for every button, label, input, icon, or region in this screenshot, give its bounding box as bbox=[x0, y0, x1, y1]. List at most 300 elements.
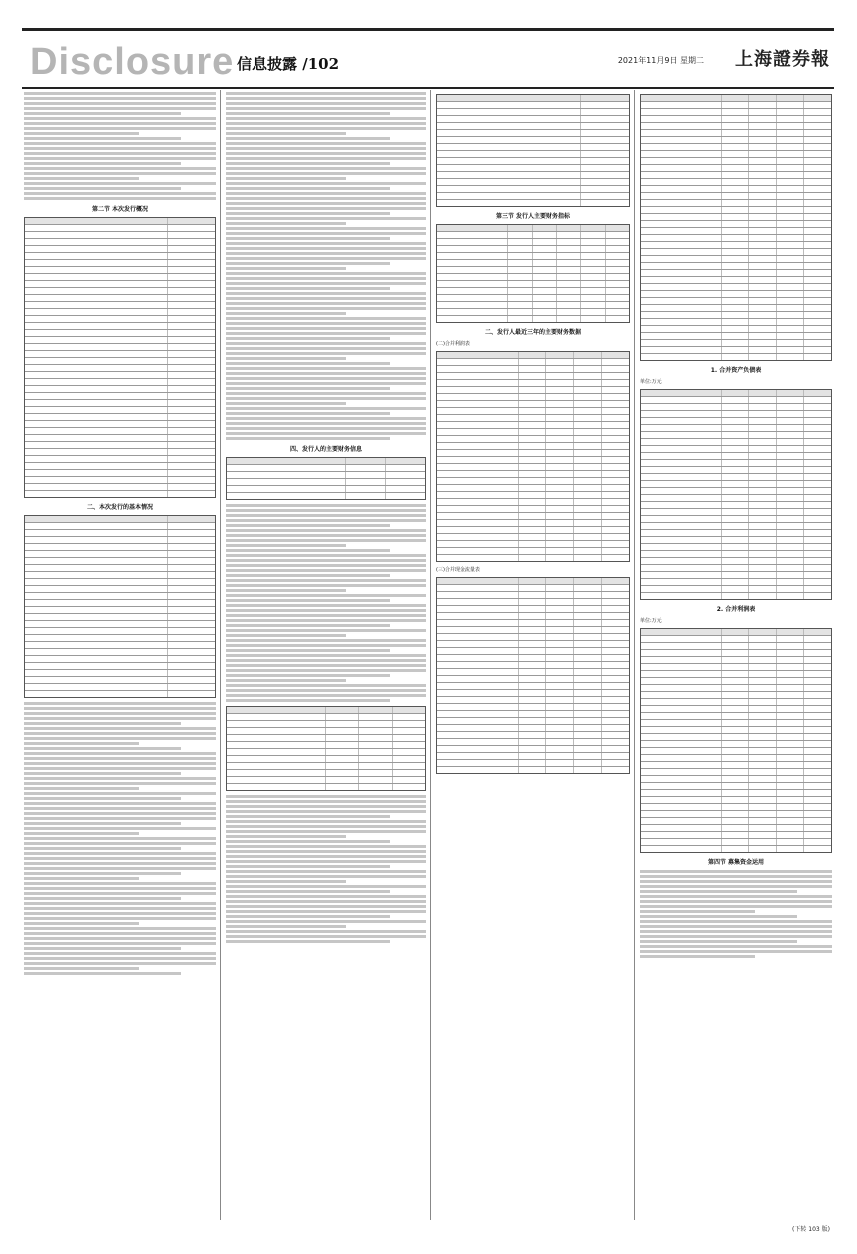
table-cell bbox=[25, 309, 168, 315]
table-row bbox=[641, 713, 831, 720]
table-row bbox=[641, 762, 831, 769]
text-line bbox=[226, 524, 390, 527]
table-cell bbox=[437, 690, 519, 696]
table-cell bbox=[546, 359, 574, 365]
table-cell bbox=[777, 221, 805, 227]
table-row bbox=[641, 144, 831, 151]
table-row bbox=[641, 734, 831, 741]
table-cell bbox=[641, 333, 722, 339]
table-cell bbox=[519, 718, 547, 724]
text-line bbox=[226, 297, 426, 300]
table-cell bbox=[722, 263, 750, 269]
text-line bbox=[226, 432, 426, 435]
table-row bbox=[437, 443, 629, 450]
table-cell bbox=[777, 453, 805, 459]
table-cell bbox=[722, 102, 750, 108]
table-cell bbox=[722, 797, 750, 803]
table-cell bbox=[227, 721, 326, 727]
table-cell bbox=[437, 422, 519, 428]
table-cell bbox=[749, 734, 777, 740]
table-cell bbox=[437, 457, 519, 463]
table-cell bbox=[437, 359, 519, 365]
table-row bbox=[437, 520, 629, 527]
table-cell bbox=[749, 151, 777, 157]
table-cell bbox=[722, 200, 750, 206]
table-cell bbox=[641, 418, 722, 424]
table-cell bbox=[519, 711, 547, 717]
table-cell bbox=[749, 769, 777, 775]
table-cell bbox=[749, 467, 777, 473]
table-row bbox=[25, 484, 215, 491]
table-cell bbox=[749, 790, 777, 796]
table-cell bbox=[777, 692, 805, 698]
column-2-table-1 bbox=[226, 457, 426, 500]
table-cell bbox=[25, 379, 168, 385]
table-row bbox=[641, 657, 831, 664]
text-line bbox=[24, 717, 216, 720]
table-cell bbox=[722, 720, 750, 726]
table-cell bbox=[777, 699, 805, 705]
table-cell bbox=[437, 116, 581, 122]
table-cell bbox=[25, 642, 168, 648]
table-cell bbox=[581, 165, 629, 171]
table-cell bbox=[546, 520, 574, 526]
table-cell bbox=[227, 707, 326, 713]
table-cell bbox=[777, 671, 805, 677]
table-cell bbox=[602, 760, 629, 766]
text-line bbox=[640, 940, 797, 943]
table-cell bbox=[168, 288, 215, 294]
table-cell bbox=[574, 739, 602, 745]
table-cell bbox=[326, 728, 360, 734]
table-cell bbox=[546, 401, 574, 407]
table-row bbox=[25, 642, 215, 649]
table-cell bbox=[25, 428, 168, 434]
table-cell bbox=[722, 207, 750, 213]
masthead-rule bbox=[22, 87, 834, 89]
table-cell bbox=[437, 548, 519, 554]
table-cell bbox=[641, 439, 722, 445]
table-cell bbox=[25, 253, 168, 259]
text-line bbox=[24, 817, 216, 820]
table-cell bbox=[804, 629, 831, 635]
table-cell bbox=[804, 748, 831, 754]
text-line bbox=[226, 900, 426, 903]
table-cell bbox=[804, 411, 831, 417]
table-row bbox=[437, 704, 629, 711]
table-cell bbox=[437, 415, 519, 421]
table-cell bbox=[641, 811, 722, 817]
continued-note: (下转 103 版) bbox=[792, 1226, 830, 1233]
table-cell bbox=[168, 670, 215, 676]
table-row bbox=[25, 530, 215, 537]
table-cell bbox=[168, 407, 215, 413]
text-line bbox=[226, 604, 426, 607]
text-line bbox=[226, 549, 390, 552]
table-cell bbox=[557, 239, 581, 245]
table-row bbox=[437, 676, 629, 683]
table-cell bbox=[777, 790, 805, 796]
table-cell bbox=[519, 457, 547, 463]
table-cell bbox=[804, 488, 831, 494]
table-cell bbox=[804, 657, 831, 663]
table-cell bbox=[602, 578, 629, 584]
table-row bbox=[641, 593, 831, 599]
table-row bbox=[25, 288, 215, 295]
table-cell bbox=[777, 347, 805, 353]
table-cell bbox=[574, 422, 602, 428]
table-cell bbox=[508, 267, 532, 273]
table-row bbox=[641, 277, 831, 284]
text-line bbox=[226, 639, 426, 642]
table-row bbox=[25, 274, 215, 281]
table-cell bbox=[722, 769, 750, 775]
table-cell bbox=[519, 676, 547, 682]
table-cell bbox=[777, 769, 805, 775]
table-cell bbox=[722, 326, 750, 332]
table-row bbox=[25, 586, 215, 593]
table-cell bbox=[602, 683, 629, 689]
table-cell bbox=[602, 471, 629, 477]
text-line bbox=[226, 172, 426, 175]
text-line bbox=[226, 207, 426, 210]
text-line bbox=[24, 942, 216, 945]
table-cell bbox=[804, 354, 831, 360]
table-row bbox=[641, 284, 831, 291]
table-cell bbox=[777, 193, 805, 199]
table-cell bbox=[641, 256, 722, 262]
table-cell bbox=[227, 784, 326, 790]
table-cell bbox=[641, 846, 722, 852]
table-cell bbox=[546, 415, 574, 421]
table-cell bbox=[804, 474, 831, 480]
table-cell bbox=[641, 664, 722, 670]
table-row bbox=[437, 309, 629, 316]
table-row bbox=[25, 558, 215, 565]
text-line bbox=[24, 842, 216, 845]
table-cell bbox=[749, 720, 777, 726]
table-row bbox=[437, 302, 629, 309]
column-4-table-1 bbox=[640, 94, 832, 361]
table-cell bbox=[519, 471, 547, 477]
text-line bbox=[226, 554, 426, 557]
table-cell bbox=[602, 592, 629, 598]
table-row bbox=[437, 316, 629, 322]
table-cell bbox=[804, 130, 831, 136]
table-cell bbox=[574, 555, 602, 561]
table-cell bbox=[437, 109, 581, 115]
table-cell bbox=[641, 797, 722, 803]
table-cell bbox=[168, 225, 215, 231]
table-cell bbox=[519, 599, 547, 605]
table-row bbox=[437, 225, 629, 232]
table-cell bbox=[749, 425, 777, 431]
table-cell bbox=[749, 474, 777, 480]
table-cell bbox=[606, 232, 629, 238]
table-cell bbox=[25, 491, 168, 497]
table-cell bbox=[393, 763, 426, 769]
table-cell bbox=[749, 523, 777, 529]
table-cell bbox=[804, 586, 831, 592]
table-cell bbox=[641, 193, 722, 199]
table-cell bbox=[359, 707, 393, 713]
table-row bbox=[25, 414, 215, 421]
text-line bbox=[24, 822, 181, 825]
text-line bbox=[226, 392, 426, 395]
table-cell bbox=[722, 137, 750, 143]
text-line bbox=[226, 407, 426, 410]
table-cell bbox=[749, 165, 777, 171]
table-cell bbox=[722, 825, 750, 831]
text-line bbox=[226, 347, 426, 350]
table-cell bbox=[722, 523, 750, 529]
table-cell bbox=[519, 436, 547, 442]
column-2-text-bottom bbox=[226, 795, 426, 943]
text-line bbox=[24, 897, 181, 900]
table-cell bbox=[581, 295, 605, 301]
table-cell bbox=[804, 221, 831, 227]
table-cell bbox=[749, 699, 777, 705]
table-row bbox=[641, 811, 831, 818]
table-cell bbox=[641, 228, 722, 234]
table-cell bbox=[804, 453, 831, 459]
text-line bbox=[24, 187, 181, 190]
table-cell bbox=[574, 732, 602, 738]
table-cell bbox=[804, 516, 831, 522]
table-cell bbox=[722, 650, 750, 656]
text-line bbox=[226, 574, 390, 577]
table-cell bbox=[581, 239, 605, 245]
table-cell bbox=[722, 509, 750, 515]
table-cell bbox=[777, 846, 805, 852]
table-cell bbox=[25, 449, 168, 455]
table-cell bbox=[722, 685, 750, 691]
table-cell bbox=[722, 734, 750, 740]
table-row bbox=[437, 422, 629, 429]
table-cell bbox=[557, 309, 581, 315]
text-line bbox=[24, 962, 216, 965]
table-cell bbox=[437, 683, 519, 689]
table-cell bbox=[533, 232, 557, 238]
table-row bbox=[437, 246, 629, 253]
table-cell bbox=[25, 649, 168, 655]
table-cell bbox=[804, 284, 831, 290]
table-cell bbox=[508, 260, 532, 266]
table-cell bbox=[749, 755, 777, 761]
table-cell bbox=[346, 458, 386, 464]
table-cell bbox=[546, 585, 574, 591]
table-row bbox=[437, 690, 629, 697]
table-cell bbox=[437, 527, 519, 533]
table-cell bbox=[602, 408, 629, 414]
text-line bbox=[24, 742, 139, 745]
table-cell bbox=[546, 513, 574, 519]
text-line bbox=[226, 412, 390, 415]
table-cell bbox=[749, 453, 777, 459]
table-cell bbox=[804, 144, 831, 150]
table-cell bbox=[606, 316, 629, 322]
table-cell bbox=[557, 281, 581, 287]
table-cell bbox=[227, 465, 346, 471]
table-cell bbox=[574, 492, 602, 498]
table-row bbox=[437, 599, 629, 606]
table-cell bbox=[437, 387, 519, 393]
table-cell bbox=[519, 739, 547, 745]
table-cell bbox=[804, 671, 831, 677]
text-line bbox=[226, 534, 426, 537]
table-cell bbox=[437, 662, 519, 668]
table-cell bbox=[641, 137, 722, 143]
text-line bbox=[226, 287, 390, 290]
table-cell bbox=[437, 281, 508, 287]
table-cell bbox=[749, 727, 777, 733]
table-row bbox=[25, 379, 215, 386]
table-cell bbox=[546, 683, 574, 689]
table-cell bbox=[804, 151, 831, 157]
table-cell bbox=[777, 439, 805, 445]
table-cell bbox=[519, 520, 547, 526]
column-divider bbox=[634, 90, 635, 1220]
table-cell bbox=[749, 123, 777, 129]
text-line bbox=[24, 792, 216, 795]
table-cell bbox=[533, 239, 557, 245]
table-cell bbox=[606, 225, 629, 231]
table-cell bbox=[641, 481, 722, 487]
text-line bbox=[226, 222, 346, 225]
table-cell bbox=[386, 458, 425, 464]
text-line bbox=[226, 679, 346, 682]
table-cell bbox=[602, 548, 629, 554]
table-cell bbox=[168, 656, 215, 662]
table-cell bbox=[641, 713, 722, 719]
text-line bbox=[24, 772, 181, 775]
text-line bbox=[24, 177, 139, 180]
table-cell bbox=[777, 354, 805, 360]
table-cell bbox=[722, 790, 750, 796]
table-cell bbox=[227, 472, 346, 478]
table-cell bbox=[722, 586, 750, 592]
table-cell bbox=[557, 274, 581, 280]
table-row bbox=[641, 727, 831, 734]
table-row bbox=[437, 746, 629, 753]
table-cell bbox=[546, 499, 574, 505]
text-line bbox=[226, 825, 426, 828]
table-row bbox=[641, 706, 831, 713]
table-cell bbox=[581, 102, 629, 108]
text-line bbox=[226, 925, 346, 928]
text-line bbox=[226, 92, 426, 95]
table-row bbox=[437, 186, 629, 193]
table-cell bbox=[437, 732, 519, 738]
table-row bbox=[227, 756, 425, 763]
text-line bbox=[640, 910, 755, 913]
table-cell bbox=[804, 312, 831, 318]
table-cell bbox=[749, 593, 777, 599]
table-cell bbox=[722, 565, 750, 571]
table-cell bbox=[574, 520, 602, 526]
table-cell bbox=[777, 151, 805, 157]
table-cell bbox=[437, 499, 519, 505]
table-cell bbox=[25, 677, 168, 683]
table-cell bbox=[804, 235, 831, 241]
table-row bbox=[437, 401, 629, 408]
table-cell bbox=[777, 657, 805, 663]
table-cell bbox=[437, 429, 519, 435]
table-cell bbox=[749, 193, 777, 199]
table-cell bbox=[749, 312, 777, 318]
table-cell bbox=[393, 742, 426, 748]
table-cell bbox=[641, 130, 722, 136]
table-cell bbox=[777, 565, 805, 571]
text-line bbox=[24, 722, 181, 725]
table-cell bbox=[777, 207, 805, 213]
table-cell bbox=[519, 366, 547, 372]
table-cell bbox=[804, 720, 831, 726]
table-cell bbox=[641, 207, 722, 213]
table-cell bbox=[602, 534, 629, 540]
table-cell bbox=[804, 319, 831, 325]
text-line bbox=[226, 107, 426, 110]
table-cell bbox=[749, 460, 777, 466]
table-row bbox=[641, 671, 831, 678]
table-row bbox=[641, 474, 831, 481]
table-cell bbox=[804, 158, 831, 164]
table-cell bbox=[749, 130, 777, 136]
table-cell bbox=[168, 323, 215, 329]
table-cell bbox=[602, 634, 629, 640]
table-cell bbox=[749, 397, 777, 403]
text-line bbox=[24, 807, 216, 810]
table-row bbox=[25, 372, 215, 379]
table-cell bbox=[602, 725, 629, 731]
table-row bbox=[227, 735, 425, 742]
table-cell bbox=[777, 123, 805, 129]
table-row bbox=[641, 404, 831, 411]
text-line bbox=[24, 847, 181, 850]
table-cell bbox=[804, 734, 831, 740]
text-line bbox=[24, 787, 139, 790]
table-row bbox=[25, 428, 215, 435]
text-line bbox=[226, 544, 346, 547]
table-cell bbox=[722, 762, 750, 768]
text-line bbox=[226, 890, 390, 893]
table-cell bbox=[393, 735, 426, 741]
table-cell bbox=[602, 527, 629, 533]
table-cell bbox=[519, 753, 547, 759]
text-line bbox=[226, 589, 346, 592]
table-cell bbox=[437, 534, 519, 540]
table-cell bbox=[804, 228, 831, 234]
table-cell bbox=[722, 242, 750, 248]
table-cell bbox=[519, 373, 547, 379]
table-cell bbox=[749, 650, 777, 656]
table-row bbox=[227, 472, 425, 479]
text-line bbox=[226, 137, 390, 140]
text-line bbox=[24, 872, 181, 875]
text-line bbox=[226, 252, 426, 255]
table-cell bbox=[168, 491, 215, 497]
text-line bbox=[226, 644, 426, 647]
table-row bbox=[641, 158, 831, 165]
table-cell bbox=[602, 599, 629, 605]
table-cell bbox=[574, 585, 602, 591]
table-cell bbox=[602, 352, 629, 358]
table-cell bbox=[749, 481, 777, 487]
table-cell bbox=[508, 253, 532, 259]
table-cell bbox=[25, 351, 168, 357]
table-cell bbox=[437, 102, 581, 108]
column-4-caption-1: 单位:万元 bbox=[640, 379, 662, 385]
